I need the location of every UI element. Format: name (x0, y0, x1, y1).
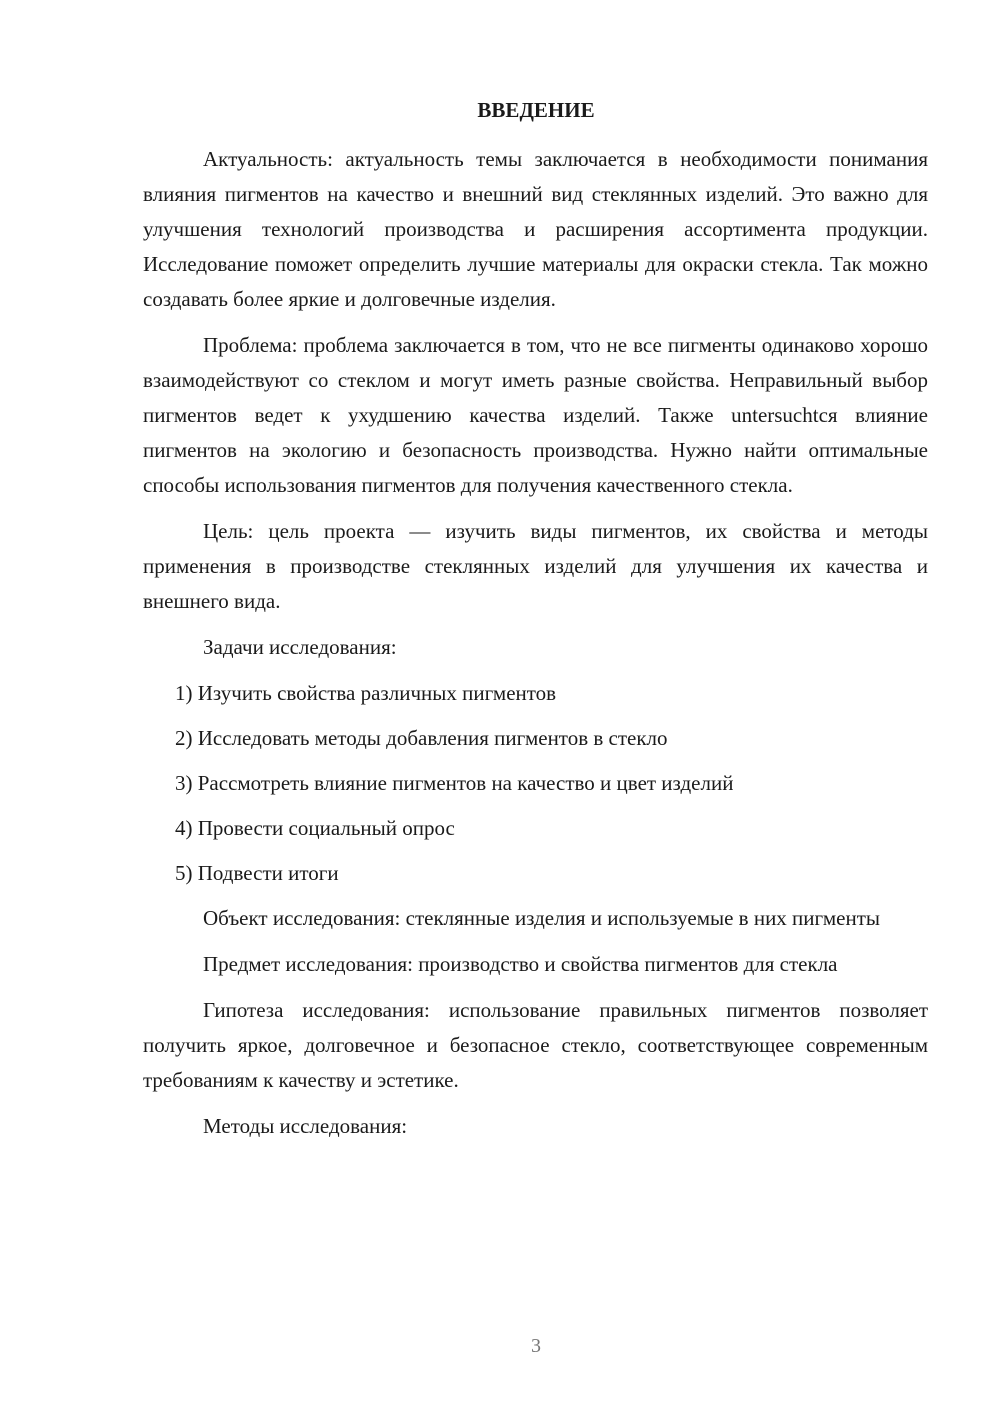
relevance-paragraph: Актуальность: актуальность темы заключается в необходимости понимания влияния пигментов на качество и внешний вид стеклянных изделий. Это важно для улучшения технологий производства и расширения ассортимента продукции. Исследование поможет определить лучшие материалы для окраски стекла. Так можно создавать более яркие и долговечные изделия. (143, 147, 928, 311)
task-item-5: 5) Подвести итоги (175, 861, 339, 885)
task-item-2: 2) Исследовать методы добавления пигментов в стекло (175, 726, 668, 750)
tasks-heading: Задачи исследования: (203, 635, 397, 659)
methods-heading: Методы исследования: (203, 1114, 408, 1138)
hypothesis-paragraph: Гипотеза исследования: использование правильных пигментов позволяет получить яркое, долговечное и безопасное стекло, соответствующее современным требованиям к качеству и эстетике. (143, 998, 928, 1092)
page-number: 3 (531, 1335, 541, 1357)
task-item-1: 1) Изучить свойства различных пигментов (175, 681, 557, 705)
object-paragraph: Объект исследования: стеклянные изделия и используемые в них пигменты (203, 906, 881, 930)
subject-paragraph: Предмет исследования: производство и свойства пигментов для стекла (203, 952, 838, 976)
task-item-4: 4) Провести социальный опрос (175, 816, 455, 840)
problem-paragraph: Проблема: проблема заключается в том, что не все пигменты одинаково хорошо взаимодействуют со стеклом и могут иметь разные свойства. Неправильный выбор пигментов ведет к ухудшению качества изделий. Также untersuchtcя влияние пигментов на экологию и безопасность производства. Нужно найти оптимальные способы использования пигментов для получения качественного стекла. (143, 333, 928, 497)
body-text (143, 142, 928, 1155)
goal-paragraph: Цель: цель проекта — изучить виды пигментов, их свойства и методы применения в производстве стеклянных изделий для улучшения их качества и внешнего вида. (143, 519, 928, 613)
task-item-3: 3) Рассмотреть влияние пигментов на качество и цвет изделий (175, 771, 734, 795)
tasks-list (143, 676, 928, 891)
page-title: ВВЕДЕНИЕ (477, 98, 595, 122)
